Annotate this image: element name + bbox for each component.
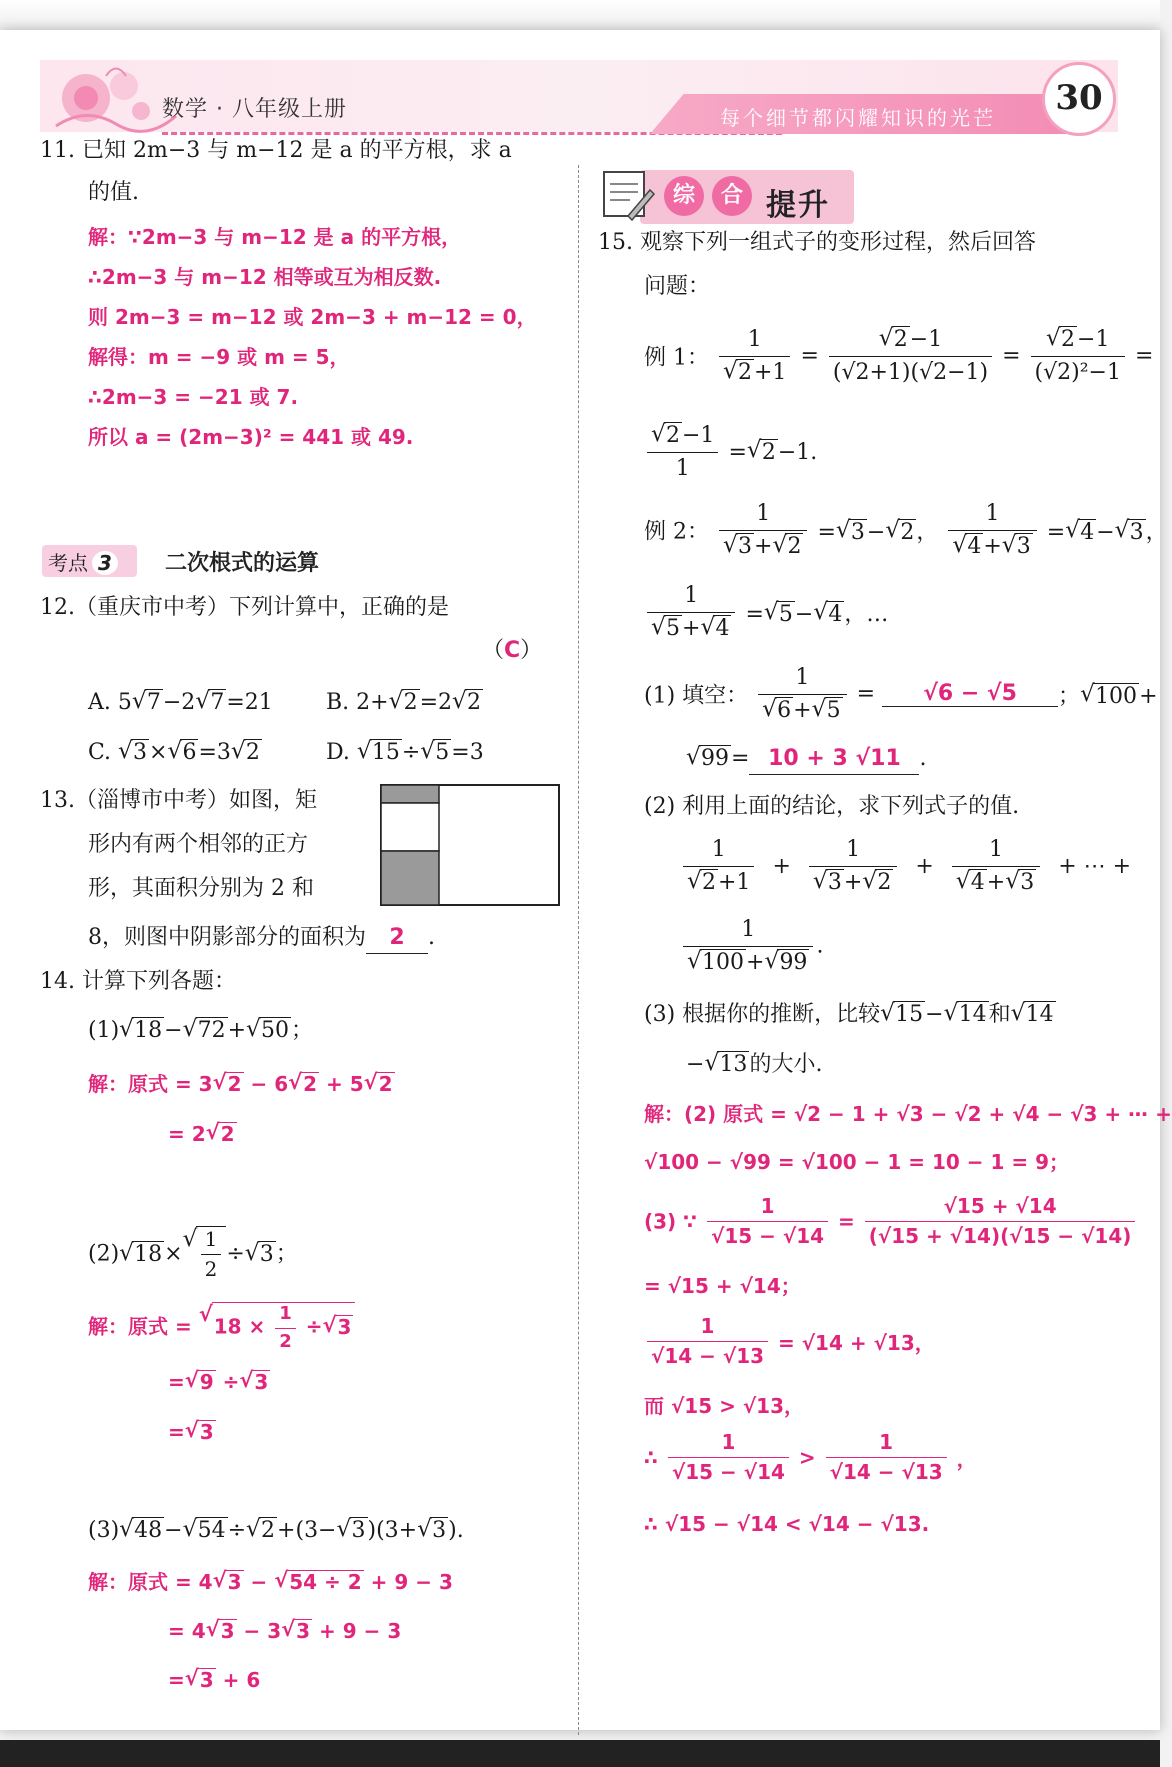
q15-solution-line: ∴ $\frac{1}{√15 - √14}$ > $\frac{1}{√14 - √13}$ ， (644, 1430, 977, 1484)
kaodian-number: 3 (92, 551, 118, 575)
q15-part2: (2) 利用上面的结论，求下列式子的值. (644, 794, 1020, 819)
q14-part3: (3)√ 48−√ 54÷√ 2+(3−√ 3)(3+√ 3). (88, 1516, 464, 1546)
page-header (40, 52, 1118, 140)
section-char-1: 综 (664, 176, 704, 216)
q15-solution-line: $\frac{1}{√14 - √13}$ = √14 + √13， (644, 1314, 935, 1369)
page-number: 30 (1042, 62, 1116, 136)
q14-3-solution: 解：原式 = 4√ 3 − √ 54 ÷ 2 + 9 − 3 (88, 1568, 453, 1596)
q11-solution-line: 则 2m−3 = m−12 或 2m−3 + m−12 = 0， (88, 305, 537, 329)
q15-part1-cont: √ 99= 10 + 3 √11 . (686, 744, 926, 775)
q12-option-c: C. √ 3×√ 6=3√ 2 (88, 738, 262, 768)
q14-2-solution: 解：原式 = √ 18 × $\frac{1}{2}$ ÷√ 3 (88, 1302, 355, 1353)
q12-option-a: A. 5√ 7−2√ 7=21 (88, 688, 273, 718)
q15-solution-line: 解：(2) 原式 = √2 − 1 + √3 − √2 + √4 − √3 + ⋯ + (644, 1102, 1172, 1126)
q12-option-b: B. 2+√ 2=2√ 2 (326, 688, 483, 718)
q15-part1: (1) 填空： 1 √ 6+√ 5 = √6 − √5 ；√ 100+ (644, 664, 1158, 724)
kaodian-title: 二次根式的运算 (165, 551, 320, 576)
notepad-pencil-icon (600, 166, 656, 222)
q15-stem: 15. 观察下列一组式子的变形过程，然后回答 (598, 230, 1036, 255)
q14-stem: 14. 计算下列各题： (40, 969, 236, 994)
q11-solution-line: 解得：m = −9 或 m = 5， (88, 345, 350, 369)
q15-part2-sum: 1 √ 2+1 + 1 √ 3+√ 2 + 1 √ 4+√ 3 + ⋯ + (680, 836, 1131, 896)
q13-stem: 13.（淄博市中考）如图，矩 (40, 788, 317, 813)
q15-solution-line: √100 − √99 = √100 − 1 = 10 − 1 = 9； (644, 1150, 1070, 1174)
q13-stem-last: 8，则图中阴影部分的面积为 2 . (88, 923, 435, 954)
textbook-page (0, 30, 1172, 1730)
q13-stem: 形内有两个相邻的正方 (88, 832, 309, 857)
q11-solution-line: 解：∵2m−3 与 m−12 是 a 的平方根， (88, 225, 462, 249)
book-title: 数学 · 八年级上册 (162, 97, 347, 122)
q15-part2-last-term: 1 √ 100+√ 99 . (680, 916, 823, 976)
section-title: 提升 (766, 188, 830, 223)
motto-text: 每个细节都闪耀知识的光芒 (720, 106, 996, 130)
q15-solution-line: 而 √15 > √13， (644, 1394, 804, 1418)
q15-stem-cont: 问题： (644, 274, 711, 299)
q15-solution-line: ∴ √15 − √14 < √14 − √13. (644, 1512, 930, 1536)
q15-example-2-cont: 1 √ 5+√ 4 =√ 5−√ 4，… (644, 582, 888, 642)
q15-example-2: 例 2： 1 √ 3+√ 2 =√ 3−√ 2， 1 √ 4+√ 3 =√ 4−√ 3， (644, 500, 1168, 560)
q15-part3-cont: −√ 13的大小. (686, 1050, 822, 1080)
q14-part1: (1)√ 18−√ 72+√ 50； (88, 1016, 313, 1046)
q13-rectangle-figure (380, 784, 562, 908)
window-bottom-strip (0, 1740, 1160, 1767)
q15-part3: (3) 根据你的推断，比较√ 15−√ 14和√ 14 (644, 1000, 1056, 1030)
q14-2-solution: =√ 9 ÷√ 3 (168, 1368, 270, 1396)
q11-stem: 11. 已知 2m−3 与 m−12 是 a 的平方根，求 a (40, 138, 512, 163)
q14-3-solution: =√ 3 + 6 (168, 1666, 260, 1694)
q14-3-solution: = 4√ 3 − 3√ 3 + 9 − 3 (168, 1617, 401, 1645)
q11-solution-line: ∴2m−3 与 m−12 相等或互为相反数. (88, 265, 442, 289)
q11-solution-line: 所以 a = (2m−3)² = 441 或 49. (88, 425, 414, 449)
q15-solution-line: (3) ∵ $\frac{1}{√15 - √14}$ = $\frac{√15 + √14}{(√15 + √14)(√15 - √14)}$ (644, 1194, 1138, 1249)
q14-2-solution: =√ 3 (168, 1418, 216, 1446)
q15-part1-answer-1: √6 − √5 (923, 681, 1017, 706)
kaodian-label: 考点 3 (48, 547, 118, 576)
q12-stem: 12.（重庆市中考）下列计算中，正确的是 (40, 595, 449, 620)
q15-solution-line: = √15 + √14； (644, 1274, 801, 1298)
q11-stem-cont: 的值. (88, 180, 139, 205)
q14-1-solution: = 2√ 2 (168, 1120, 237, 1148)
q12-option-d: D. √ 15÷√ 5=3 (326, 738, 484, 768)
q15-example-1: 例 1： 1 √ 2+1 = √ $\frac{2-1}{(√2+1)(√2-1)}$ = √ $\frac{2-1}{\text{(√2)²−1}}$ = (644, 326, 1153, 386)
q14-1-solution: 解：原式 = 3√ 2 − 6√ 2 + 5√ 2 (88, 1070, 395, 1098)
q13-answer: 2 (389, 925, 405, 950)
q14-part2: (2)√ 18× √ $\frac{1}{2}$ ÷√ 3； (88, 1226, 298, 1282)
section-char-2: 合 (712, 176, 752, 216)
q15-part1-answer-2: 10 + 3 √11 (768, 746, 901, 771)
window-top-strip (0, 0, 1160, 30)
q13-stem: 形，其面积分别为 2 和 (88, 876, 314, 901)
q12-answer-slot: （C） (482, 638, 543, 663)
q11-solution-line: ∴2m−3 = −21 或 7. (88, 385, 299, 409)
q12-answer: C (504, 638, 521, 663)
column-divider (578, 165, 579, 1735)
q15-example-1-cont: √ $\frac{2-1}{1}$ =√ 2−1. (644, 422, 817, 482)
